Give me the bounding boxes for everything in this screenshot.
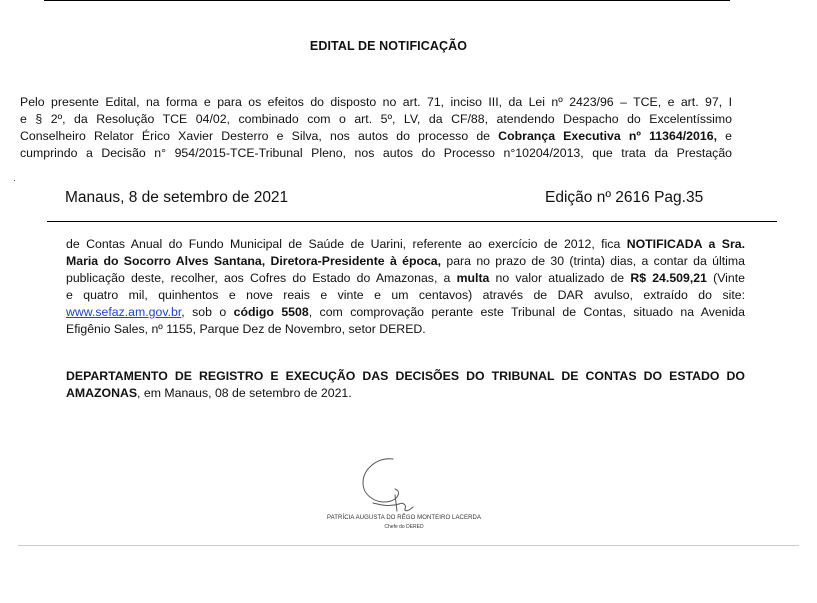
signatory-name: PATRÍCIA AUGUSTA DO RÊGO MONTEIRO LACERDA xyxy=(326,515,482,521)
p2-line-4: e quatro mil, quinhentos e nove reais e vinte e um centavos) através de DAR avulso, extraído do site: xyxy=(66,288,745,302)
fine-amount: R$ 24.509,21 xyxy=(630,271,707,285)
p3-line-2-text: , em Manaus, 08 de setembro de 2021. xyxy=(137,386,352,400)
p2-line-3-text: publicação deste, recolher, aos Cofres do Estado do Amazonas, a xyxy=(66,271,457,285)
department-name: DEPARTAMENTO DE REGISTRO E EXECUÇÃO DAS DECISÕES DO TRIBUNAL DE CONTAS DO ESTADO DO xyxy=(66,369,745,383)
margin-dot xyxy=(14,180,15,181)
p3-line-2 xyxy=(66,385,745,402)
p2-line-2-text: para no prazo de 30 (trinta) dias, a contar da última xyxy=(441,254,745,268)
notice-paragraph-1 xyxy=(20,94,732,162)
handwritten-signature xyxy=(355,455,425,517)
header-rule xyxy=(47,221,777,222)
p2-line-3-mid: no valor atualizado de xyxy=(489,271,631,285)
p1-line-3 xyxy=(20,128,732,145)
p2-line-1 xyxy=(66,236,745,253)
p2-line-5-end: , com comprovação perante este Tribunal de Contas, situado na Avenida xyxy=(308,305,745,319)
bottom-rule xyxy=(18,545,799,546)
p1-line-3-text: Conselheiro Relator Érico Xavier Desterro e Silva, nos autos do processo de xyxy=(20,129,499,143)
sefaz-link[interactable]: www.sefaz.am.gov.br xyxy=(66,305,182,319)
p1-line-4: cumprindo a Decisão n° 954/2015-TCE-Tribunal Pleno, nos autos do Processo n°10204/2013, que trata da Prestação xyxy=(20,146,732,160)
page-header-edition: Edição nº 2616 Pag.35 xyxy=(545,189,704,206)
p1-line-2: e § 2º, da Resolução TCE 04/02, combinado com o art. 5º, LV, da CF/88, atendendo Despacho do Excelentíssimo xyxy=(20,112,732,126)
p1-line-1: Pelo presente Edital, na forma e para os efeitos do disposto no art. 71, inciso III, da Lei nº 2423/96 – TCE, e art. 97, I xyxy=(20,95,732,109)
notice-paragraph-3 xyxy=(66,368,745,402)
page-header-place-date: Manaus, 8 de setembro de 2021 xyxy=(65,189,289,206)
notice-paragraph-2 xyxy=(66,236,745,338)
p2-line-5-text: , sob o xyxy=(181,305,234,319)
document-title: EDITAL DE NOTIFICAÇÃO xyxy=(309,39,468,53)
p2-line-3 xyxy=(66,270,745,287)
notified-label: NOTIFICADA a Sra. xyxy=(626,237,746,251)
payment-code: código 5508 xyxy=(233,305,309,319)
notified-person: Maria do Socorro Alves Santana, Diretora-Presidente à época, xyxy=(66,254,442,268)
p2-line-1-text: de Contas Anual do Fundo Municipal de Saúde de Uarini, referente ao exercício de 2012, fica xyxy=(66,237,627,251)
state-name: AMAZONAS xyxy=(66,386,138,400)
fine-label: multa xyxy=(456,271,490,285)
process-number: Cobrança Executiva nº 11364/2016, xyxy=(498,129,717,143)
p2-line-5 xyxy=(66,304,745,321)
p2-line-6: Efigênio Sales, nº 1155, Parque Dez de Novembro, setor DERED. xyxy=(66,322,426,336)
p1-line-3-end: e xyxy=(717,129,732,143)
signatory-role: Chefe do DERED xyxy=(384,524,424,530)
p2-line-3-end: (Vinte xyxy=(706,271,746,285)
p2-line-2 xyxy=(66,253,745,270)
top-rule xyxy=(44,0,730,1)
